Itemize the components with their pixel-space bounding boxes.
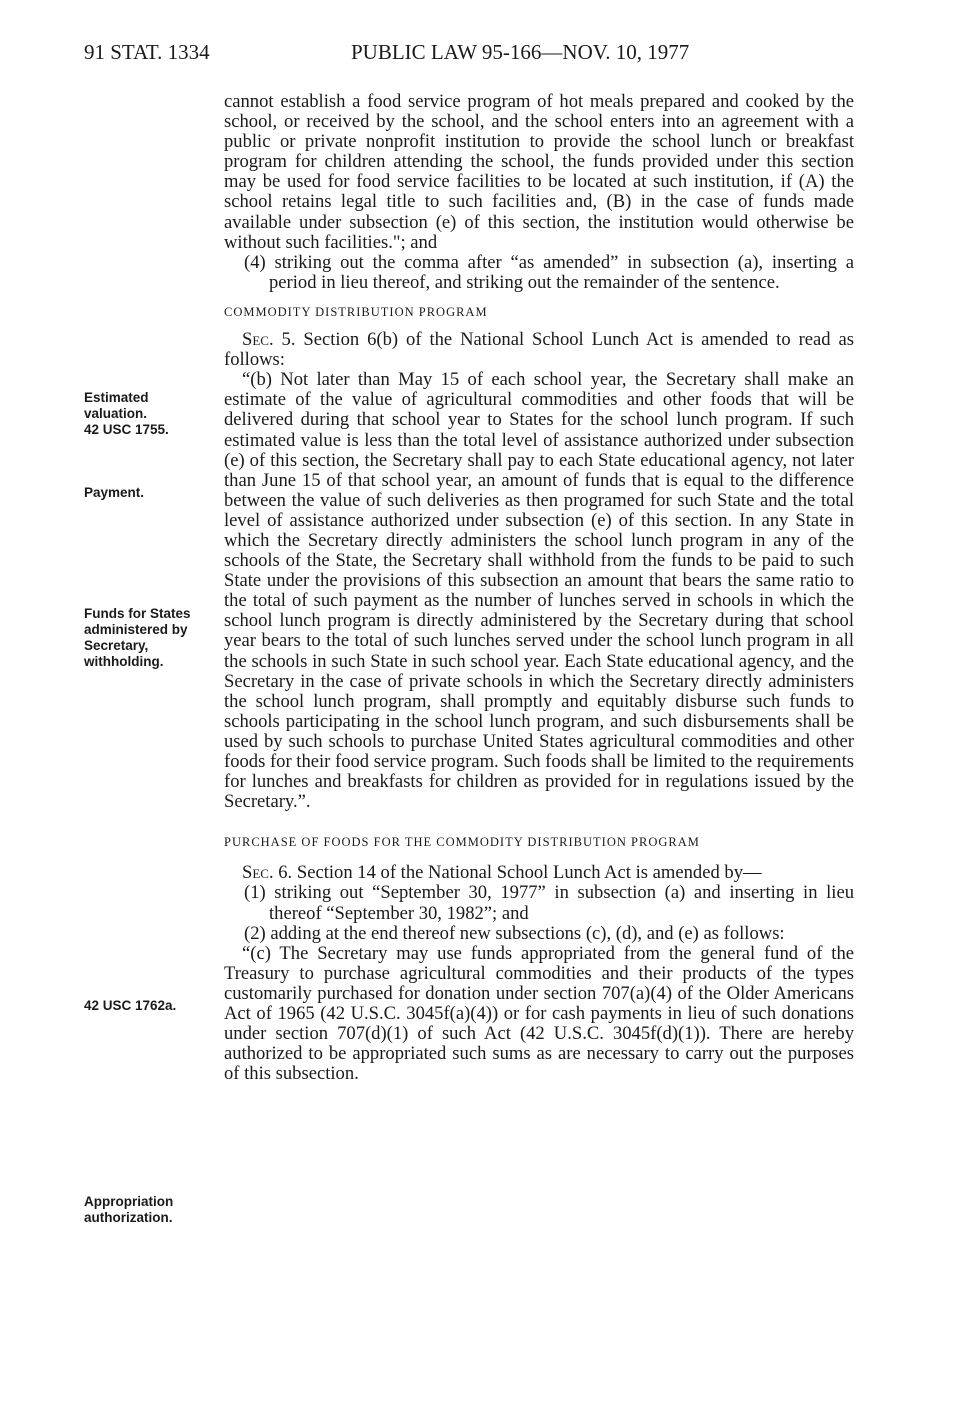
section-5-intro bbox=[224, 330, 854, 370]
section-6-label: Sec. 6. bbox=[242, 862, 293, 884]
section-6-quote: “(c) The Secretary may use funds appropriated from the general fund of the Treasury to purchase agricultural commodities and their products of the types customarily purchased for donation under section 707(a)(4) of the Older Americans Act of 1965 (42 U.S.C. 3045f(a)(4)) or for cash payments in lieu of such donations under section 707(d)(1) of such Act (42 U.S.C. 3045f(d)(1)). There are hereby authorized to be appropriated such sums as are necessary to carry out the purposes of this subsection. bbox=[224, 942, 854, 1085]
margin-note-funds-withholding: Funds for States administered by Secretary, withholding. bbox=[84, 606, 191, 669]
section-5-text: Section 6(b) of the National School Lunch Act is amended to read as follows: bbox=[224, 329, 854, 371]
margin-note-usc-1762a: 42 USC 1762a. bbox=[84, 998, 177, 1013]
section-6-text: Section 14 of the National School Lunch Act is amended by— bbox=[296, 862, 762, 884]
stat-reference: 91 STAT. 1334 bbox=[84, 40, 210, 64]
continued-paragraph: cannot establish a food service program of hot meals prepared and cooked by the school, or received by the school, and the school enters into an agreement with a public or private nonprofit institution to provide the school lunch or breakfast program for children attending the school, the funds provided under this section may be used for food service facilities to be located at such institution, if (A) the school retains legal title to such facilities and, (B) in the case of funds made available under subsection (e) of this section, the institution would otherwise be without such facilities."; and bbox=[224, 91, 854, 253]
section-6-item-2: (2) adding at the end thereof new subsections (c), (d), and (e) as follows: bbox=[244, 922, 785, 944]
margin-note-estimated-valuation: Estimated valuation. 42 USC 1755. bbox=[84, 390, 169, 437]
section-6-intro bbox=[224, 863, 854, 883]
section-heading-commodity: COMMODITY DISTRIBUTION PROGRAM bbox=[224, 304, 488, 319]
section-5-label: Sec. 5. bbox=[242, 329, 296, 351]
margin-note-appropriation: Appropriation authorization. bbox=[84, 1194, 174, 1225]
margin-note-payment: Payment. bbox=[84, 485, 145, 500]
page-header bbox=[84, 40, 884, 74]
item-4: (4) striking out the comma after “as amended” in subsection (a), inserting a period in lieu thereof, and striking out the remainder of the sentence. bbox=[244, 251, 854, 293]
section-6-item-1: (1) striking out “September 30, 1977” in subsection (a) and inserting in lieu thereof “September 30, 1982”; and bbox=[244, 882, 854, 924]
public-law-reference: PUBLIC LAW 95-166—NOV. 10, 1977 bbox=[351, 40, 690, 64]
body-text bbox=[224, 92, 854, 1084]
section-5-quote: “(b) Not later than May 15 of each school year, the Secretary shall make an estimate of the value of agricultural commodities and other foods that will be delivered during that school year to States for the school lunch program. If such estimated value is less than the total level of assistance authorized under subsection (e) of this section, the Secretary shall pay to each State educational agency, not later than June 15 of that school year, an amount of funds that is equal to the difference between the value of such deliveries as then programed for such State and the total level of assistance authorized under subsection (e) of this section. In any State in which the Secretary directly administers the school lunch program in any of the schools of the State, the Secretary shall withhold from the funds to be paid to such State under the provisions of this subsection an amount that bears the same ratio to the total of such payment as the number of lunches served in schools in which the school lunch program is directly administered by the Secretary during that school year bears to the total of such lunches served under the school lunch program in all the schools in such State in such school year. Each State educational agency, and the Secretary in the case of private schools in which the Secretary directly administers the school lunch program, shall promptly and equitably disburse such funds to schools participating in the school lunch program, and such disbursements shall be used by such schools to purchase United States agricultural commodities and other foods for their food service program. Such foods shall be limited to the requirements for lunches and breakfasts for children as provided for in regulations issued by the Secretary.”. bbox=[224, 369, 854, 813]
section-heading-purchase: PURCHASE OF FOODS FOR THE COMMODITY DISTRIBUTION PROGRAM bbox=[224, 835, 700, 850]
